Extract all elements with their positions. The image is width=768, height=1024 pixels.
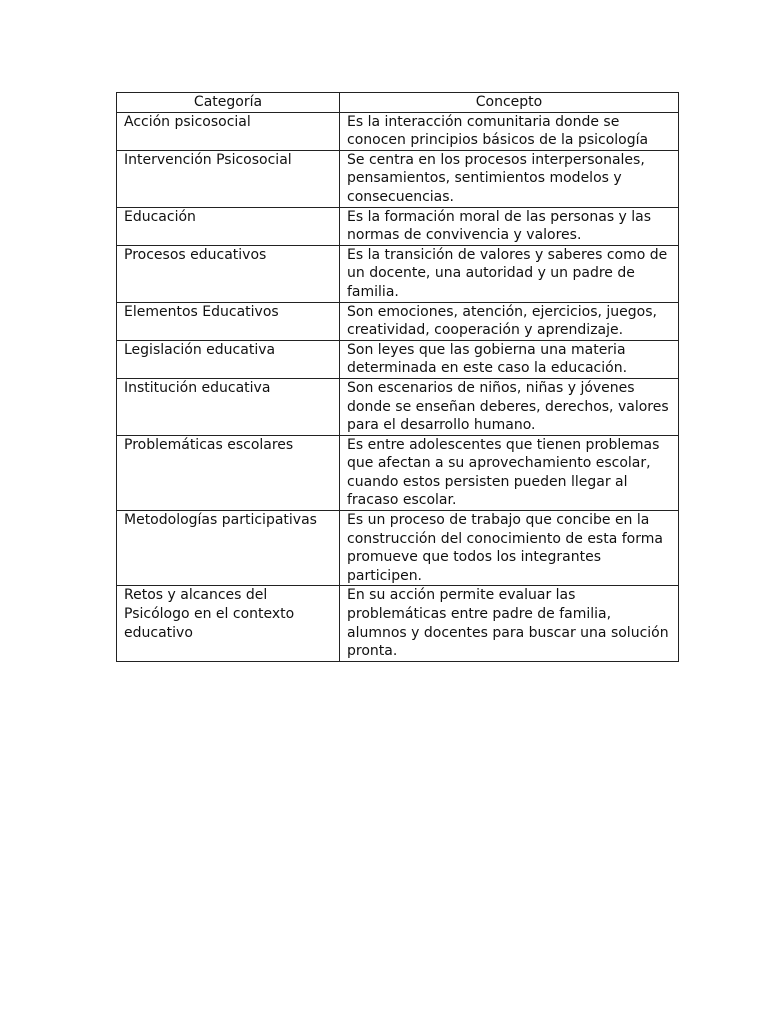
- table-row: [117, 586, 679, 661]
- category-concept-table: [116, 92, 679, 662]
- category-cell: Procesos educativos: [117, 245, 340, 302]
- concept-cell: Son emociones, atención, ejercicios, juegos, creatividad, cooperación y aprendizaje.: [340, 302, 679, 340]
- concept-cell: Es la interacción comunitaria donde se conocen principios básicos de la psicología: [340, 112, 679, 150]
- category-cell: Intervención Psicosocial: [117, 150, 340, 207]
- category-cell: Legislación educativa: [117, 340, 340, 378]
- category-cell: Problemáticas escolares: [117, 435, 340, 510]
- concept-cell: Son escenarios de niños, niñas y jóvenes donde se enseñan deberes, derechos, valores para el desarrollo humano.: [340, 378, 679, 435]
- table-row: [117, 511, 679, 586]
- concept-cell: En su acción permite evaluar las problemáticas entre padre de familia, alumnos y docentes para buscar una solución pronta.: [340, 586, 679, 661]
- category-cell: Educación: [117, 207, 340, 245]
- table-header-row: [117, 93, 679, 113]
- category-cell: Elementos Educativos: [117, 302, 340, 340]
- concept-cell: Es un proceso de trabajo que concibe en la construcción del conocimiento de esta forma promueve que todos los integrantes participen.: [340, 511, 679, 586]
- table-row: [117, 302, 679, 340]
- category-cell: Retos y alcances del Psicólogo en el contexto educativo: [117, 586, 340, 661]
- category-cell: Acción psicosocial: [117, 112, 340, 150]
- header-concept: Concepto: [340, 93, 679, 113]
- table-row: [117, 340, 679, 378]
- header-category: Categoría: [117, 93, 340, 113]
- table-row: [117, 112, 679, 150]
- category-cell: Metodologías participativas: [117, 511, 340, 586]
- concept-cell: Se centra en los procesos interpersonales, pensamientos, sentimientos modelos y consecuencias.: [340, 150, 679, 207]
- table-body: [117, 112, 679, 661]
- concept-cell: Es la formación moral de las personas y las normas de convivencia y valores.: [340, 207, 679, 245]
- table-row: [117, 207, 679, 245]
- table-row: [117, 150, 679, 207]
- concept-cell: Es la transición de valores y saberes como de un docente, una autoridad y un padre de familia.: [340, 245, 679, 302]
- category-cell: Institución educativa: [117, 378, 340, 435]
- concept-cell: Es entre adolescentes que tienen problemas que afectan a su aprovechamiento escolar, cuando estos persisten pueden llegar al fracaso escolar.: [340, 435, 679, 510]
- concept-cell: Son leyes que las gobierna una materia determinada en este caso la educación.: [340, 340, 679, 378]
- table-row: [117, 435, 679, 510]
- table-row: [117, 378, 679, 435]
- table-row: [117, 245, 679, 302]
